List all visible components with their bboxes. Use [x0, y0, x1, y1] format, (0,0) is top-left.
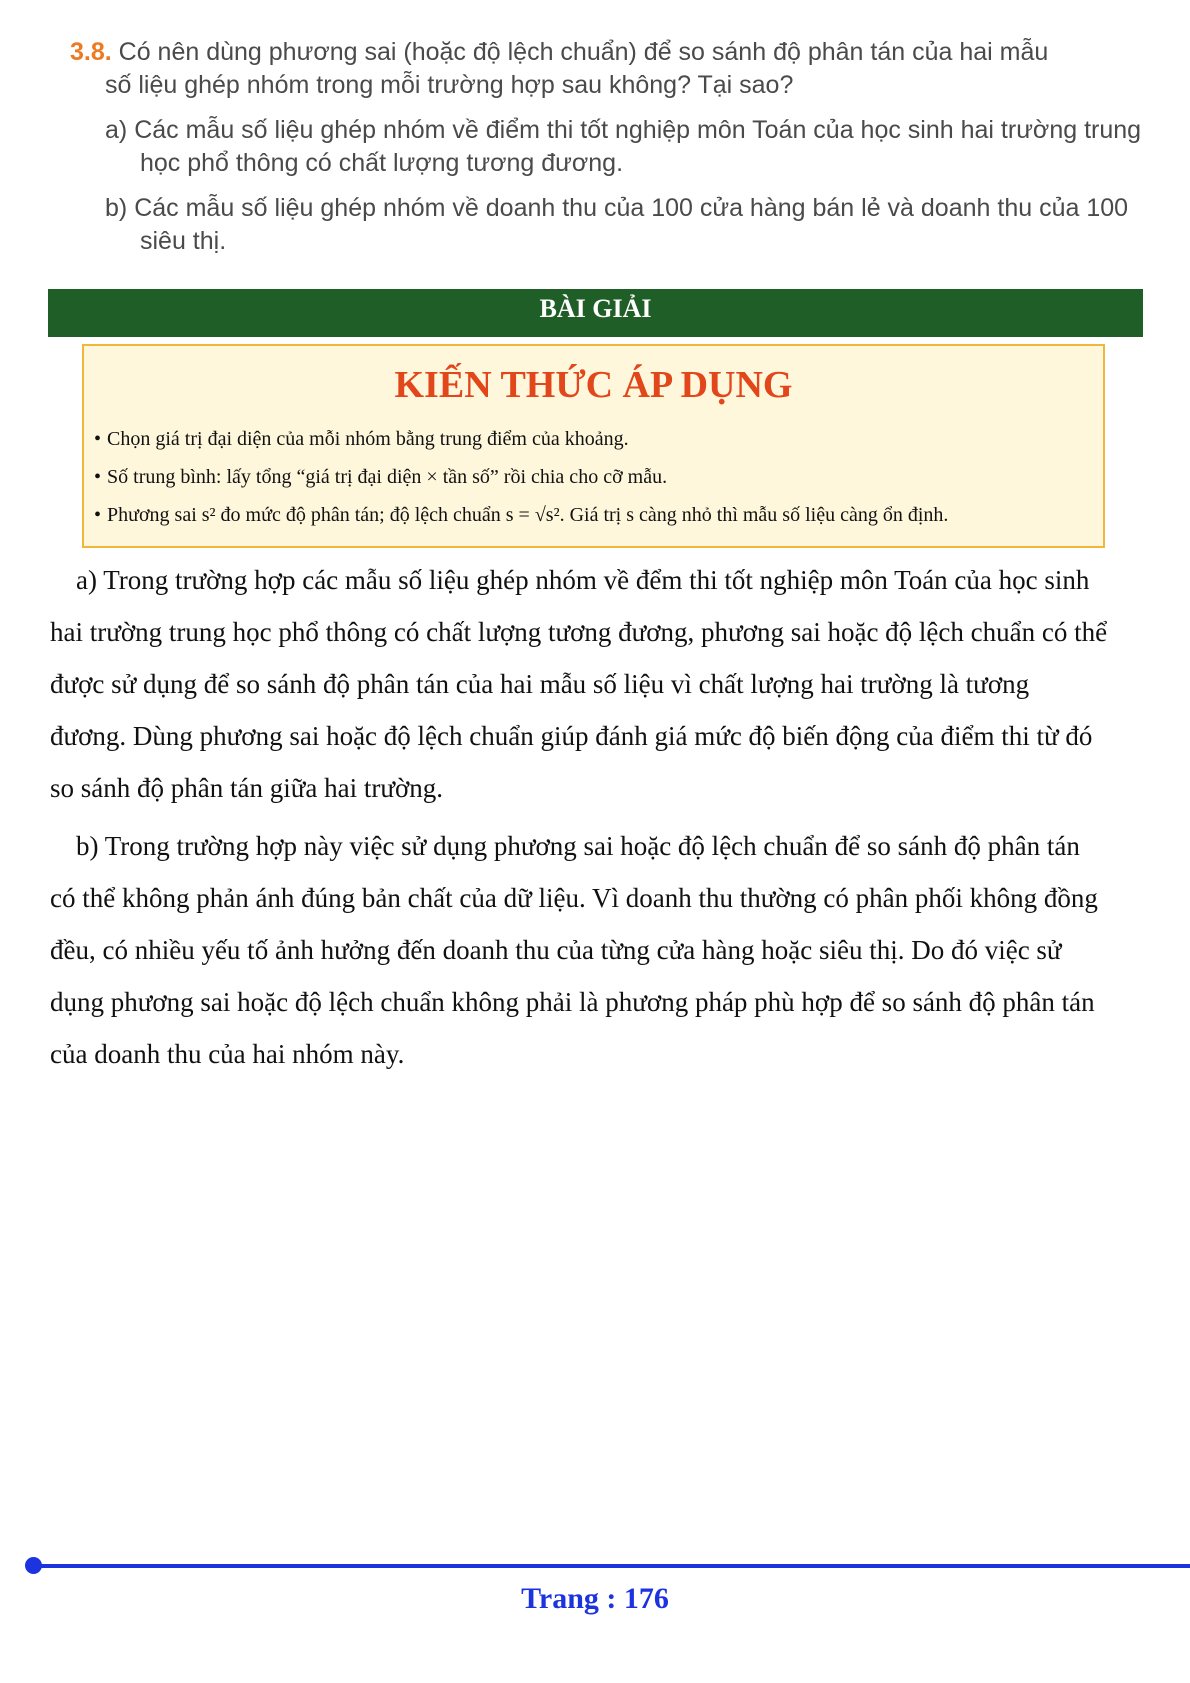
knowledge-item-text: Số trung bình: lấy tổng “giá trị đại diện × tần số” rồi chia cho cỡ mẫu.: [107, 466, 668, 488]
problem-part-a: [105, 114, 1160, 180]
question-line-2: số liệu ghép nhóm trong mỗi trường hợp sau không? Tại sao?: [105, 71, 794, 99]
bullet-icon: •: [94, 504, 102, 526]
part-a-label: a): [105, 116, 128, 144]
solution-banner-title: BÀI GIẢI: [539, 294, 652, 323]
problem-question: [70, 36, 1160, 102]
answer-a: a) Trong trường hợp các mẫu số liệu ghép nhóm về đểm thi tốt nghiệp môn Toán của học sinh hai trường trung học phổ thông có chất lượng tương đương, phương sai hoặc độ lệch chuẩn có thể được sử dụng để so sánh độ phân tán của hai mẫu số liệu vì chất lượng hai trường là tương đương. Dùng phương sai hoặc độ lệch chuẩn giúp đánh giá mức độ biến động của điểm thi từ đó so sánh độ phân tán giữa hai trường.: [50, 565, 1108, 803]
solution-banner: [48, 289, 1143, 337]
knowledge-box: [82, 344, 1105, 548]
bullet-icon: •: [94, 428, 102, 450]
footer-divider: [33, 1564, 1190, 1568]
question-line-1: Có nên dùng phương sai (hoặc độ lệch chuẩn) để so sánh độ phân tán của hai mẫu: [118, 38, 1049, 66]
knowledge-item: [94, 496, 1103, 534]
page-number: Trang : 176: [521, 1582, 669, 1615]
solution-body: [50, 554, 1110, 1086]
knowledge-item-text: Phương sai s² đo mức độ phân tán; độ lệch chuẩn s = √s². Giá trị s càng nhỏ thì mẫu số liệu càng ổn định.: [107, 504, 949, 526]
knowledge-item: [94, 458, 1103, 496]
problem-part-b: [105, 192, 1160, 258]
part-b-label: b): [105, 194, 128, 222]
knowledge-item-text: Chọn giá trị đại diện của mỗi nhóm bằng trung điểm của khoảng.: [107, 428, 629, 450]
answer-b: b) Trong trường hợp này việc sử dụng phương sai hoặc độ lệch chuẩn để so sánh độ phân tán có thể không phản ánh đúng bản chất của dữ liệu. Vì doanh thu thường có phân phối không đồng đều, có nhiều yếu tố ảnh hưởng đến doanh thu của từng cửa hàng hoặc siêu thị. Do đó việc sử dụng phương sai hoặc độ lệch chuẩn không phải là phương pháp phù hợp để so sánh độ phân tán của doanh thu của hai nhóm này.: [50, 831, 1098, 1069]
problem-number: 3.8.: [70, 38, 112, 66]
knowledge-list: [94, 420, 1103, 534]
part-a-text: Các mẫu số liệu ghép nhóm về điểm thi tốt nghiệp môn Toán của học sinh hai trường trung học phổ thông có chất lượng tương đương.: [134, 116, 1142, 177]
bullet-icon: •: [94, 466, 102, 488]
knowledge-item: [94, 420, 1103, 458]
problem-statement: [70, 36, 1160, 258]
knowledge-title: KIẾN THỨC ÁP DỤNG: [394, 364, 793, 406]
part-b-text: Các mẫu số liệu ghép nhóm về doanh thu của 100 cửa hàng bán lẻ và doanh thu của 100 siêu thị.: [134, 194, 1129, 255]
